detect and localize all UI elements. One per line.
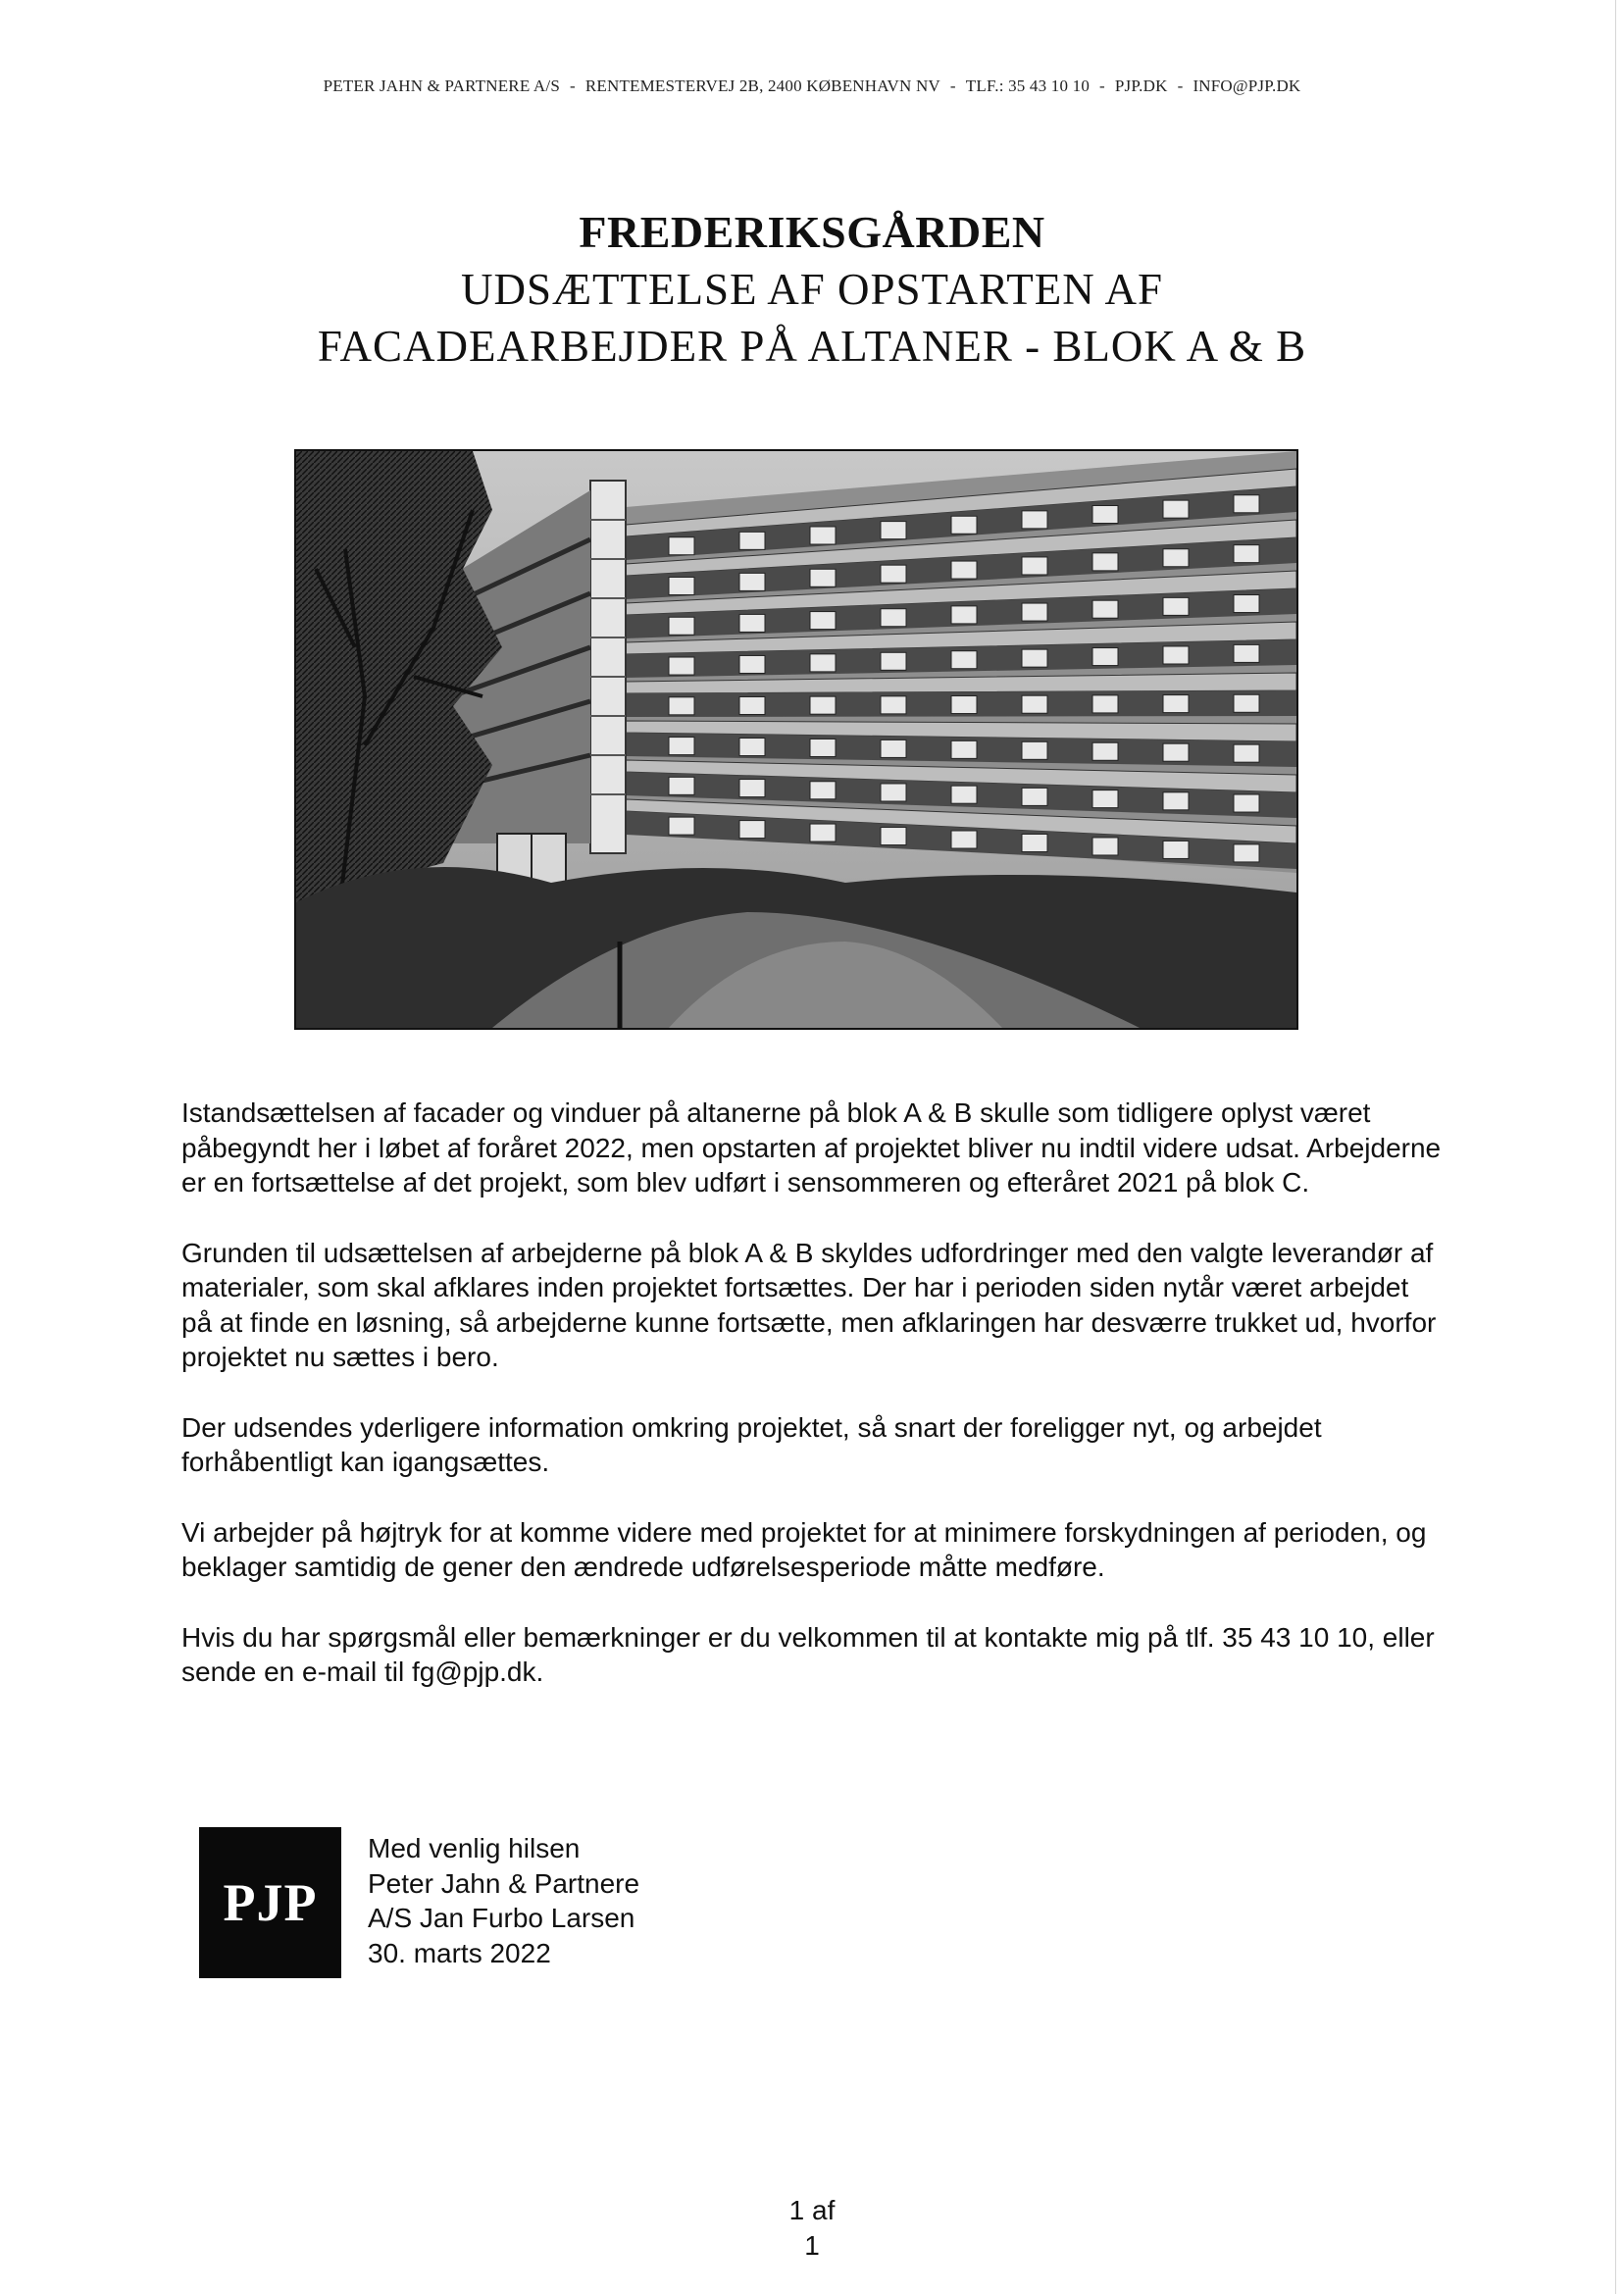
signature-greeting: Med venlig hilsen (368, 1833, 581, 1863)
signature-name: A/S Jan Furbo Larsen (368, 1903, 635, 1933)
logo-text: PJP (223, 1873, 318, 1932)
letterhead-email: INFO@PJP.DK (1193, 76, 1301, 95)
body-paragraph: Der udsendes yderligere information omkring projektet, så snart der foreligger nyt, og arbejdet forhåbentligt kan igangsættes. (181, 1411, 1322, 1477)
letterhead (0, 76, 1624, 96)
page-number-total: 1 (804, 2230, 820, 2261)
title-line-3: FACADEARBEJDER PÅ ALTANER - BLOK A & B (317, 322, 1307, 371)
signature-company: Peter Jahn & Partnere (368, 1867, 640, 1899)
letterhead-separator: - (1177, 76, 1184, 95)
letterhead-company: PETER JAHN & PARTNERE A/S (323, 76, 560, 95)
pjp-logo (199, 1827, 341, 1978)
body-paragraph: Grunden til udsættelsen af arbejderne på blok A & B skyldes udfordringer med den valgte leverandør af materialer, som skal afklares inden projektet fortsættes. Der har i perioden siden nytår været arbejdet på at finde en løsning, så arbejderne kunne fortsætte, men afklaringen har desværre trukket ud, hvorfor projektet nu sættes i bero. (181, 1237, 1437, 1372)
body-paragraph: Istandsættelsen af facader og vinduer på altanerne på blok A & B skulle som tidligere oplyst været påbegyndt her i løbet af foråret 2022, men opstarten af projektet bliver nu indtil videre udsat. Arbejderne er en fortsættelse af det projekt, som blev udført i sensommeren og efteråret 2021 på blok C. (181, 1097, 1442, 1198)
letterhead-address: RENTEMESTERVEJ 2B, 2400 KØBENHAVN NV (584, 76, 940, 95)
title-line-2: UDSÆTTELSE AF OPSTARTEN AF (460, 265, 1164, 314)
letterhead-website: PJP.DK (1114, 76, 1168, 95)
body-paragraph: Vi arbejder på højtryk for at komme videre med projektet for at minimere forskydningen af perioden, og beklager samtidig de gener den ændrede udførelsesperiode måtte medføre. (181, 1516, 1427, 1582)
signature-block (368, 1831, 639, 1970)
title-line-1: FREDERIKSGÅRDEN (579, 207, 1045, 257)
building-photo-drawing (296, 451, 1296, 1028)
page-number (0, 2193, 1624, 2264)
letterhead-separator: - (569, 76, 576, 95)
letterhead-phone: TLF.: 35 43 10 10 (965, 76, 1091, 95)
letter-body (181, 1096, 1446, 1725)
page-number-current: 1 af (788, 2195, 836, 2225)
document-title (0, 204, 1624, 375)
building-photo (294, 449, 1298, 1030)
signature-date: 30. marts 2022 (368, 1937, 551, 1968)
body-paragraph: Hvis du har spørgsmål eller bemærkninger er du velkommen til at kontakte mig på tlf. 35 43 10 10, eller sende en e-mail til fg@pjp.dk. (181, 1621, 1435, 1687)
letterhead-separator: - (1099, 76, 1105, 95)
letterhead-separator: - (949, 76, 956, 95)
